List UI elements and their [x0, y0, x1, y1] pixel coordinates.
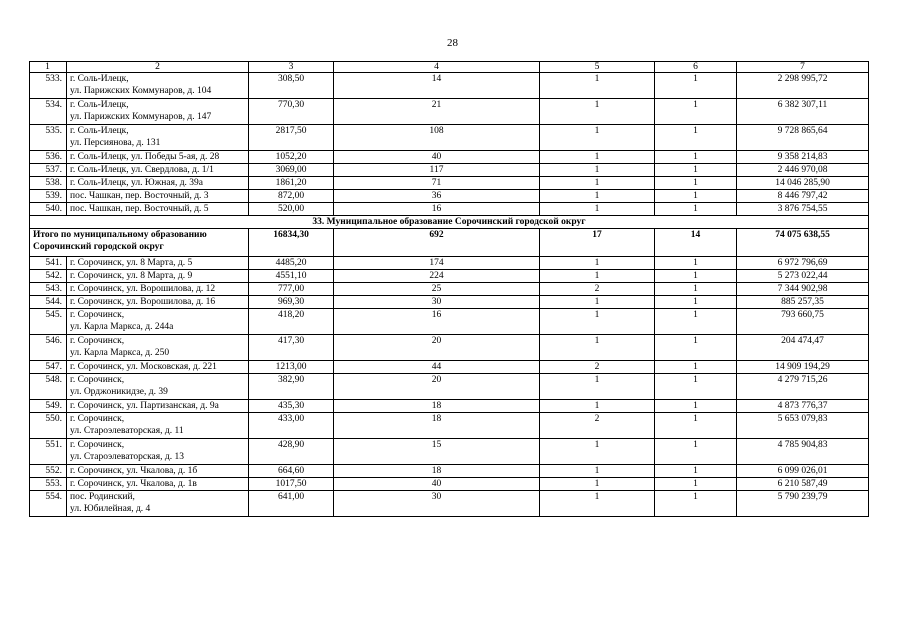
column-header: 3 — [249, 62, 334, 73]
col6-cell: 1 — [655, 257, 737, 270]
row-number: 540. — [30, 203, 67, 216]
people-cell: 174 — [334, 257, 540, 270]
cost-cell: 6 972 796,69 — [737, 257, 869, 270]
col5-cell: 1 — [540, 478, 655, 491]
col6-cell: 1 — [655, 439, 737, 465]
address-line: ул. Персиянова, д. 131 — [70, 138, 161, 148]
people-cell: 71 — [334, 177, 540, 190]
col6-cell: 1 — [655, 465, 737, 478]
col6-cell: 1 — [655, 374, 737, 400]
col5-cell: 1 — [540, 439, 655, 465]
table-row — [30, 99, 869, 125]
people-cell: 21 — [334, 99, 540, 125]
address-line: г. Соль-Илецк, — [70, 100, 129, 110]
address-line: пос. Чашкан, пер. Восточный, д. 5 — [70, 204, 209, 214]
cost-cell: 5 653 079,83 — [737, 413, 869, 439]
area-cell: 428,90 — [249, 439, 334, 465]
row-number: 544. — [30, 296, 67, 309]
people-cell: 25 — [334, 283, 540, 296]
table-row — [30, 309, 869, 335]
page-number: 28 — [447, 37, 458, 49]
address-line: г. Сорочинск, — [70, 440, 125, 450]
col6-cell: 1 — [655, 309, 737, 335]
address-cell — [67, 335, 249, 361]
table-row — [30, 203, 869, 216]
cost-cell: 5 273 022,44 — [737, 270, 869, 283]
area-cell: 1213,00 — [249, 361, 334, 374]
table-row — [30, 190, 869, 203]
table-row — [30, 151, 869, 164]
table-row — [30, 478, 869, 491]
area-cell: 770,30 — [249, 99, 334, 125]
col5-cell: 1 — [540, 335, 655, 361]
address-cell — [67, 309, 249, 335]
col6-cell: 1 — [655, 283, 737, 296]
people-cell: 40 — [334, 478, 540, 491]
people-cell: 224 — [334, 270, 540, 283]
area-cell: 872,00 — [249, 190, 334, 203]
total-row — [30, 229, 869, 257]
cost-cell: 204 474,47 — [737, 335, 869, 361]
table-body — [30, 62, 869, 517]
col6-cell: 1 — [655, 125, 737, 151]
row-number: 550. — [30, 413, 67, 439]
address-cell — [67, 361, 249, 374]
address-cell — [67, 177, 249, 190]
address-cell — [67, 296, 249, 309]
table-row — [30, 73, 869, 99]
cost-cell: 5 790 239,79 — [737, 491, 869, 517]
total-label: Итого по муниципальному образованию Сорочинский городской округ — [30, 229, 249, 257]
column-header: 5 — [540, 62, 655, 73]
area-cell: 4551,10 — [249, 270, 334, 283]
people-cell: 14 — [334, 73, 540, 99]
people-cell: 108 — [334, 125, 540, 151]
section-title: 33. Муниципальное образование Сорочинский городской округ — [30, 216, 869, 229]
cost-cell: 793 660,75 — [737, 309, 869, 335]
col6-cell: 1 — [655, 270, 737, 283]
column-header: 7 — [737, 62, 869, 73]
col6-cell: 1 — [655, 361, 737, 374]
col5-cell: 1 — [540, 151, 655, 164]
row-number: 543. — [30, 283, 67, 296]
col6-cell: 1 — [655, 73, 737, 99]
cost-cell: 6 099 026,01 — [737, 465, 869, 478]
table-row — [30, 413, 869, 439]
total-col5: 17 — [540, 229, 655, 257]
table-row — [30, 270, 869, 283]
col5-cell: 1 — [540, 491, 655, 517]
col5-cell: 2 — [540, 413, 655, 439]
cost-cell: 6 210 587,49 — [737, 478, 869, 491]
area-cell: 433,00 — [249, 413, 334, 439]
table-row — [30, 374, 869, 400]
address-cell — [67, 190, 249, 203]
address-cell — [67, 164, 249, 177]
table-row — [30, 465, 869, 478]
area-cell: 969,30 — [249, 296, 334, 309]
cost-cell: 4 785 904,83 — [737, 439, 869, 465]
total-cost: 74 075 638,55 — [737, 229, 869, 257]
area-cell: 3069,00 — [249, 164, 334, 177]
col6-cell: 1 — [655, 151, 737, 164]
address-line: г. Соль-Илецк, ул. Южная, д. 39а — [70, 178, 204, 188]
cost-cell: 2 298 995,72 — [737, 73, 869, 99]
col6-cell: 1 — [655, 296, 737, 309]
row-number: 536. — [30, 151, 67, 164]
col6-cell: 1 — [655, 203, 737, 216]
address-cell — [67, 465, 249, 478]
col6-cell: 1 — [655, 478, 737, 491]
address-cell — [67, 283, 249, 296]
address-cell — [67, 491, 249, 517]
section-header-row — [30, 216, 869, 229]
cost-cell: 7 344 902,98 — [737, 283, 869, 296]
table-row — [30, 361, 869, 374]
people-cell: 16 — [334, 203, 540, 216]
column-header: 4 — [334, 62, 540, 73]
col5-cell: 1 — [540, 309, 655, 335]
area-cell: 664,60 — [249, 465, 334, 478]
address-cell — [67, 73, 249, 99]
col5-cell: 1 — [540, 190, 655, 203]
col5-cell: 1 — [540, 164, 655, 177]
address-cell — [67, 439, 249, 465]
row-number: 552. — [30, 465, 67, 478]
address-line: ул. Староэлеваторская, д. 11 — [70, 426, 184, 436]
address-line: г. Сорочинск, ул. 8 Марта, д. 9 — [70, 271, 193, 281]
column-header: 2 — [67, 62, 249, 73]
area-cell: 1861,20 — [249, 177, 334, 190]
people-cell: 40 — [334, 151, 540, 164]
area-cell: 1052,20 — [249, 151, 334, 164]
people-cell: 20 — [334, 374, 540, 400]
address-line: ул. Парижских Коммунаров, д. 104 — [70, 86, 212, 96]
cost-cell: 8 446 797,42 — [737, 190, 869, 203]
area-cell: 2817,50 — [249, 125, 334, 151]
col5-cell: 1 — [540, 465, 655, 478]
col5-cell: 1 — [540, 400, 655, 413]
col5-cell: 1 — [540, 296, 655, 309]
table-row — [30, 491, 869, 517]
people-cell: 30 — [334, 296, 540, 309]
row-number: 547. — [30, 361, 67, 374]
people-cell: 18 — [334, 413, 540, 439]
address-line: ул. Карла Маркса, д. 250 — [70, 348, 170, 358]
col6-cell: 1 — [655, 491, 737, 517]
address-line: г. Соль-Илецк, ул. Свердлова, д. 1/1 — [70, 165, 214, 175]
cost-cell: 14 909 194,29 — [737, 361, 869, 374]
housing-table — [29, 61, 869, 517]
people-cell: 18 — [334, 465, 540, 478]
total-col6: 14 — [655, 229, 737, 257]
people-cell: 15 — [334, 439, 540, 465]
area-cell: 4485,20 — [249, 257, 334, 270]
col6-cell: 1 — [655, 177, 737, 190]
address-line: г. Сорочинск, ул. Партизанская, д. 9а — [70, 401, 219, 411]
table-row — [30, 257, 869, 270]
cost-cell: 4 279 715,26 — [737, 374, 869, 400]
address-line: г. Сорочинск, — [70, 375, 125, 385]
area-cell: 1017,50 — [249, 478, 334, 491]
people-cell: 20 — [334, 335, 540, 361]
col6-cell: 1 — [655, 190, 737, 203]
address-line: ул. Староэлеваторская, д. 13 — [70, 452, 184, 462]
address-cell — [67, 478, 249, 491]
area-cell: 777,00 — [249, 283, 334, 296]
row-number: 546. — [30, 335, 67, 361]
address-line: ул. Орджоникидзе, д. 39 — [70, 387, 168, 397]
row-number: 548. — [30, 374, 67, 400]
col5-cell: 1 — [540, 270, 655, 283]
address-cell — [67, 99, 249, 125]
address-cell — [67, 125, 249, 151]
row-number: 534. — [30, 99, 67, 125]
row-number: 549. — [30, 400, 67, 413]
table-row — [30, 296, 869, 309]
col6-cell: 1 — [655, 164, 737, 177]
area-cell: 417,30 — [249, 335, 334, 361]
table-row — [30, 177, 869, 190]
people-cell: 30 — [334, 491, 540, 517]
total-area: 16834,30 — [249, 229, 334, 257]
address-line: пос. Чашкан, пер. Восточный, д. 3 — [70, 191, 209, 201]
col5-cell: 2 — [540, 361, 655, 374]
row-number: 541. — [30, 257, 67, 270]
col6-cell: 1 — [655, 413, 737, 439]
table-row — [30, 439, 869, 465]
row-number: 533. — [30, 73, 67, 99]
address-line: г. Сорочинск, — [70, 310, 125, 320]
address-cell — [67, 151, 249, 164]
table-row — [30, 400, 869, 413]
address-cell — [67, 270, 249, 283]
address-line: г. Сорочинск, ул. Московская, д. 221 — [70, 362, 217, 372]
area-cell: 520,00 — [249, 203, 334, 216]
people-cell: 117 — [334, 164, 540, 177]
col5-cell: 2 — [540, 283, 655, 296]
row-number: 553. — [30, 478, 67, 491]
col5-cell: 1 — [540, 177, 655, 190]
area-cell: 418,20 — [249, 309, 334, 335]
address-line: ул. Юбилейная, д. 4 — [70, 504, 151, 514]
address-cell — [67, 257, 249, 270]
area-cell: 382,90 — [249, 374, 334, 400]
cost-cell: 2 446 970,08 — [737, 164, 869, 177]
row-number: 537. — [30, 164, 67, 177]
col5-cell: 1 — [540, 73, 655, 99]
cost-cell: 6 382 307,11 — [737, 99, 869, 125]
address-cell — [67, 413, 249, 439]
row-number: 545. — [30, 309, 67, 335]
area-cell: 435,30 — [249, 400, 334, 413]
address-cell — [67, 374, 249, 400]
address-line: пос. Родинский, — [70, 492, 135, 502]
row-number: 554. — [30, 491, 67, 517]
cost-cell: 3 876 754,55 — [737, 203, 869, 216]
col5-cell: 1 — [540, 99, 655, 125]
col5-cell: 1 — [540, 257, 655, 270]
col5-cell: 1 — [540, 374, 655, 400]
address-line: г. Сорочинск, ул. Чкалова, д. 1в — [70, 479, 197, 489]
address-cell — [67, 203, 249, 216]
row-number: 542. — [30, 270, 67, 283]
table-row — [30, 164, 869, 177]
cost-cell: 14 046 285,90 — [737, 177, 869, 190]
col5-cell: 1 — [540, 203, 655, 216]
row-number: 539. — [30, 190, 67, 203]
column-header: 1 — [30, 62, 67, 73]
address-line: г. Сорочинск, ул. Ворошилова, д. 16 — [70, 297, 216, 307]
column-header: 6 — [655, 62, 737, 73]
table-row — [30, 283, 869, 296]
address-cell — [67, 400, 249, 413]
table-row — [30, 125, 869, 151]
people-cell: 18 — [334, 400, 540, 413]
area-cell: 308,50 — [249, 73, 334, 99]
row-number: 538. — [30, 177, 67, 190]
address-line: г. Сорочинск, — [70, 336, 125, 346]
address-line: г. Соль-Илецк, — [70, 74, 129, 84]
address-line: г. Соль-Илецк, ул. Победы 5-ая, д. 28 — [70, 152, 220, 162]
total-people: 692 — [334, 229, 540, 257]
col6-cell: 1 — [655, 400, 737, 413]
address-line: г. Сорочинск, ул. 8 Марта, д. 5 — [70, 258, 193, 268]
address-line: г. Сорочинск, ул. Чкалова, д. 1б — [70, 466, 198, 476]
address-line: г. Сорочинск, — [70, 414, 125, 424]
people-cell: 36 — [334, 190, 540, 203]
row-number: 535. — [30, 125, 67, 151]
address-line: ул. Карла Маркса, д. 244а — [70, 322, 174, 332]
address-line: г. Соль-Илецк, — [70, 126, 129, 136]
address-line: ул. Парижских Коммунаров, д. 147 — [70, 112, 212, 122]
cost-cell: 9 358 214,83 — [737, 151, 869, 164]
col5-cell: 1 — [540, 125, 655, 151]
col6-cell: 1 — [655, 99, 737, 125]
area-cell: 641,00 — [249, 491, 334, 517]
row-number: 551. — [30, 439, 67, 465]
table-header-row — [30, 62, 869, 73]
cost-cell: 9 728 865,64 — [737, 125, 869, 151]
people-cell: 44 — [334, 361, 540, 374]
table-row — [30, 335, 869, 361]
address-line: г. Сорочинск, ул. Ворошилова, д. 12 — [70, 284, 216, 294]
people-cell: 16 — [334, 309, 540, 335]
cost-cell: 885 257,35 — [737, 296, 869, 309]
cost-cell: 4 873 776,37 — [737, 400, 869, 413]
col6-cell: 1 — [655, 335, 737, 361]
